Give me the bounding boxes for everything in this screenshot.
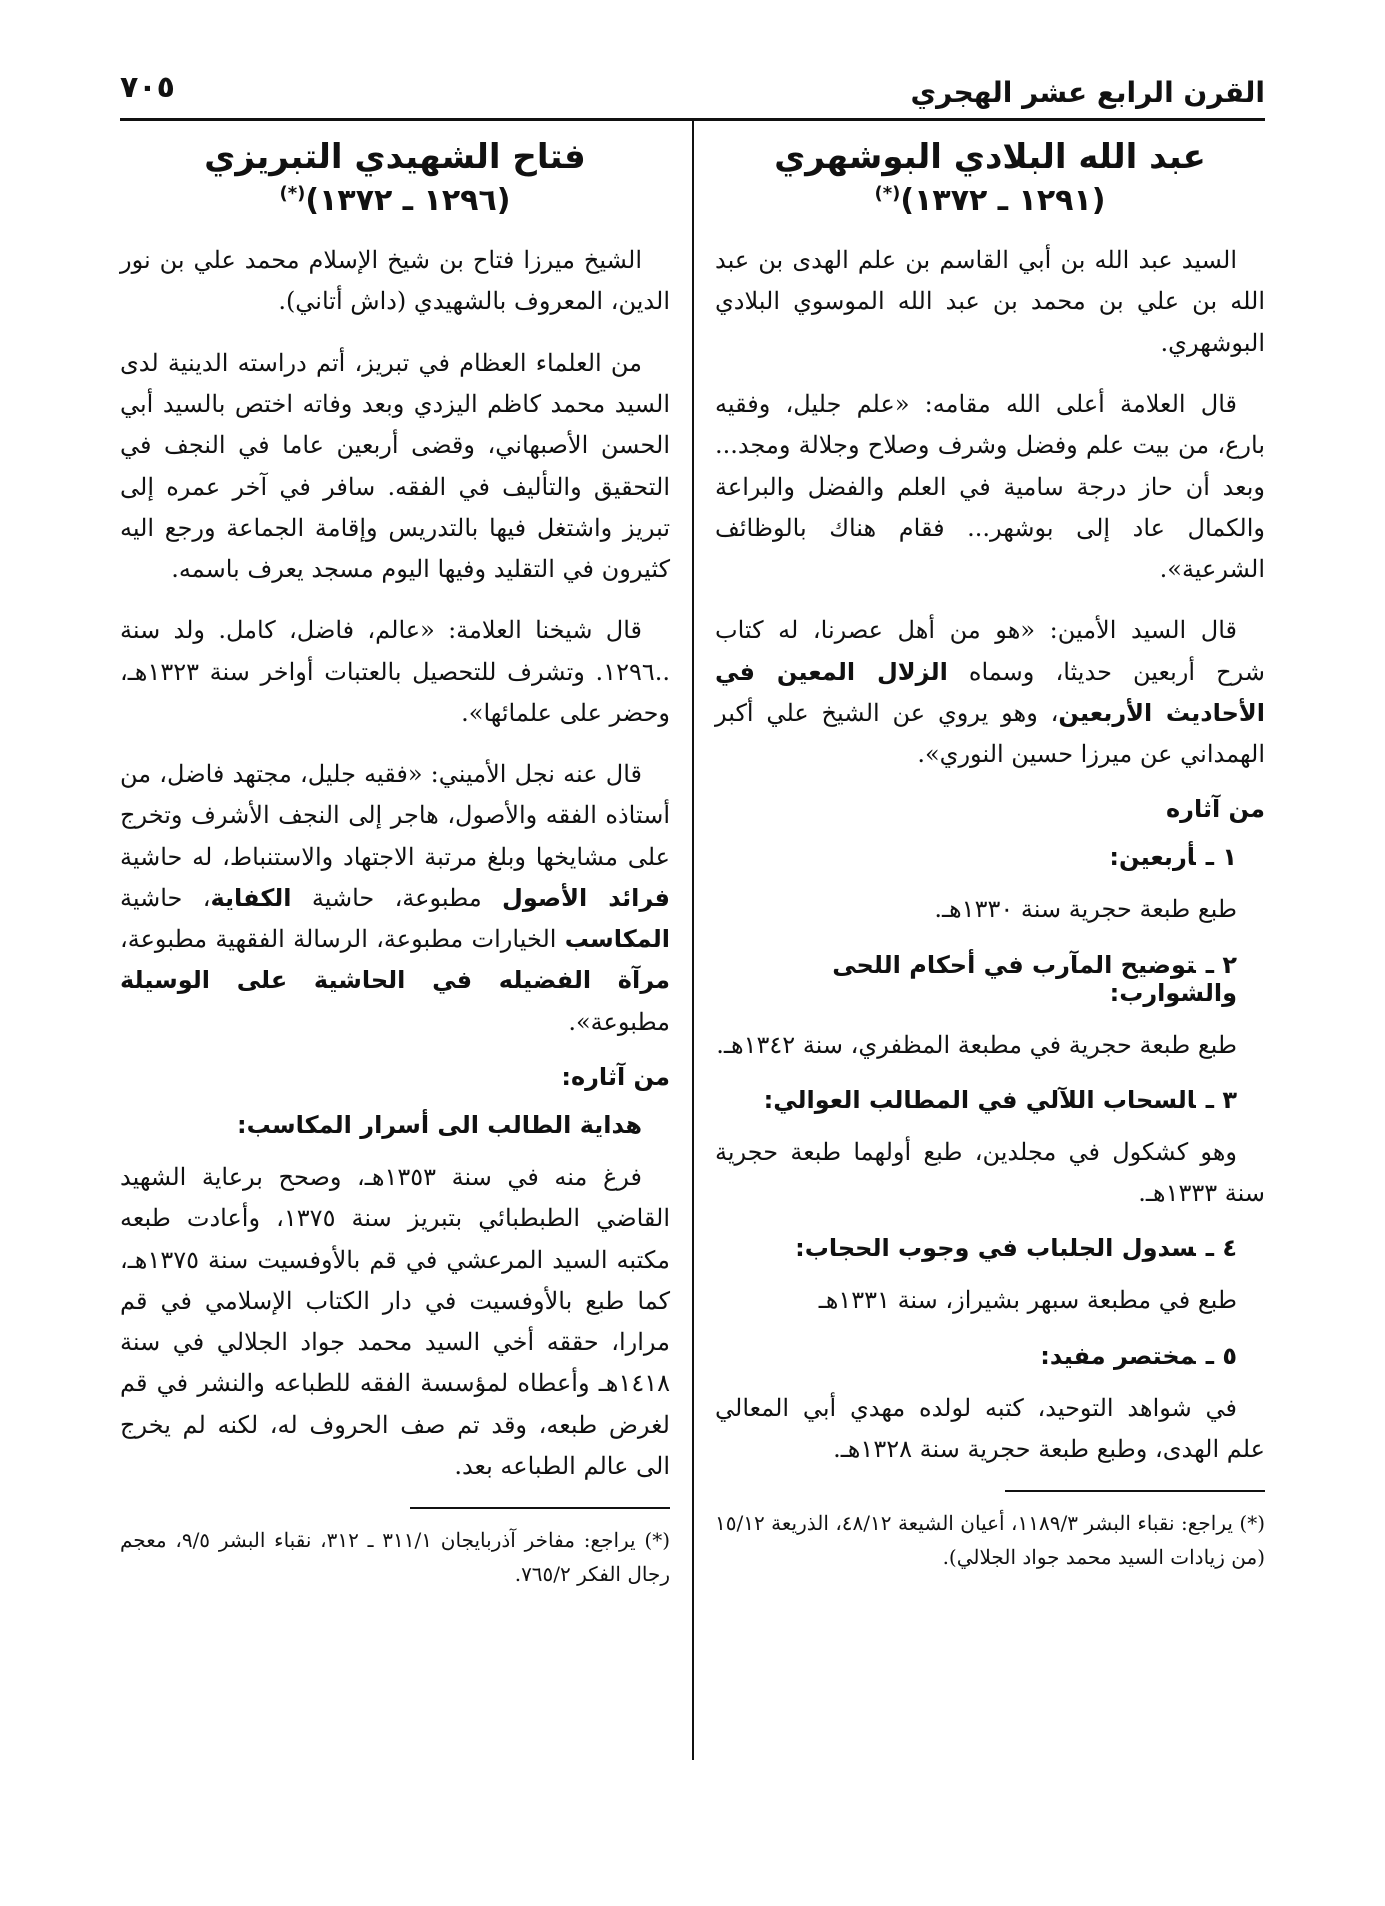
footnote: (*) يراجع: نقباء البشر ١١٨٩/٣، أعيان الشيعة ٤٨/١٢، الذريعة ١٥/١٢ (من زيادات السيد محمد جواد الجلالي). — [715, 1511, 1265, 1570]
footnote-rule — [1005, 1490, 1265, 1492]
entry-title: عبد الله البلادي البوشهري — [774, 137, 1206, 177]
work-description: طبع في مطبعة سبهر بشيراز، سنة ١٣٣١هـ — [818, 1286, 1237, 1315]
entry-dates-text: (١٢٩٦ ـ ١٣٧٢) — [305, 183, 511, 219]
work-description: في شواهد التوحيد، كتبه لولده مهدي أبي المعالي علم الهدى، وطبع طبعة حجرية سنة ١٣٢٨هـ. — [715, 1393, 1265, 1463]
column-divider — [692, 120, 694, 1760]
footnote: (*) يراجع: مفاخر آذربايجان ٣١١/١ ـ ٣١٢، نقباء البشر ٩/٥، معجم رجال الفكر ٧٦٥/٢. — [120, 1528, 670, 1587]
work-number: ٥ ـ — [1205, 1341, 1237, 1370]
paragraph: قال شيخنا العلامة: «عالم، فاضل، كامل. ولد سنة ..١٢٩٦. وتشرف للتحصيل بالعتبات أواخر سنة ١٣٢٣هـ، وحضر على علمائها». — [120, 616, 670, 727]
paragraph — [715, 610, 1265, 775]
text-span: قال عنه نجل الأميني: «فقيه جليل، مجتهد فاضل، من أستاذه الفقه والأصول، هاجر إلى النجف الأشرف وتخرج على مشايخها وبلغ مرتبة الاجتهاد والاستنباط، له حاشية — [120, 760, 670, 871]
book-title: المكاسب — [564, 925, 670, 954]
page-number: ٧٠٥ — [120, 70, 175, 105]
work-title — [715, 1234, 1237, 1262]
work-number: ١ ـ — [1205, 843, 1237, 872]
entry-title: فتاح الشهيدي التبريزي — [204, 137, 586, 177]
work-title — [715, 843, 1237, 871]
text-span: مطبوعة، حاشية — [291, 883, 503, 912]
text-span: الخيارات مطبوعة، الرسالة الفقهية مطبوعة، — [120, 925, 565, 954]
book-title: فرائد الأصول — [502, 883, 671, 912]
works-heading: من آثاره: — [561, 1062, 670, 1091]
text-span: قال السيد الأمين: «هو من أهل عصرنا، له كتاب شرح أربعين حديثا، وسماه — [715, 616, 1266, 686]
work-description: طبع طبعة حجرية في مطبعة المظفري، سنة ١٣٤٢هـ. — [716, 1030, 1237, 1059]
work-number: ٣ ـ — [1205, 1085, 1237, 1114]
works-list — [715, 843, 1265, 1470]
entry-dates — [120, 183, 670, 218]
work-title: هداية الطالب الى أسرار المكاسب: — [237, 1110, 642, 1139]
text-span: ، حاشية — [120, 883, 211, 912]
text-span: ، وهو يروي عن الشيخ علي أكبر الهمداني عن ميرزا حسين النوري». — [715, 698, 1265, 769]
running-title: القرن الرابع عشر الهجري — [910, 76, 1265, 109]
left-column — [120, 135, 670, 1591]
book-title: الكفاية — [210, 883, 292, 912]
page-header — [120, 70, 1265, 110]
book-title: مرآة الفضيله في الحاشية على الوسيلة — [120, 966, 670, 995]
work-title — [715, 1342, 1237, 1370]
work-number: ٢ ـ — [1205, 950, 1237, 979]
text-span: مطبوعة». — [568, 1007, 670, 1036]
paragraph: قال العلامة أعلى الله مقامه: «علم جليل، وفقيه بارع، من بيت علم وفضل وشرف وصلاح وجلالة ومجد... وبعد أن حاز درجة سامية في العلم والفضل والبراعة والكمال عاد إلى بوشهر... فقام هناك بالوظائف الشرعية». — [715, 389, 1265, 584]
work-number: ٤ ـ — [1205, 1234, 1237, 1263]
right-column — [715, 135, 1265, 1574]
work-name: توضيح المآرب في أحكام اللحى والشوارب: — [832, 950, 1237, 1007]
work-name: السحاب اللآلي في المطالب العوالي: — [763, 1085, 1196, 1114]
footnote-rule — [410, 1507, 670, 1509]
work-description: فرغ منه في سنة ١٣٥٣هـ، وصحح برعاية الشهيد القاضي الطبطبائي بتبريز سنة ١٣٧٥، وأعادت طبعه مكتبه السيد المرعشي في قم بالأوفسيت سنة ١٣٧٥هـ، كما طبع بالأوفسيت في دار الكتاب الإسلامي في قم مرارا، حققه أخي السيد محمد جواد الجلالي في سنة ١٤١٨هـ وأعطاه لمؤسسة الفقه للطباعه والنشر في قم لغرض طبعه، وقد تم صف الحروف له، لكنه لم يخرج الى عالم الطباعه بعد. — [120, 1162, 671, 1480]
paragraph: من العلماء العظام في تبريز، أتم دراسته الدينية لدى السيد محمد كاظم اليزدي وبعد وفاته اختص بالسيد أبي الحسن الأصبهاني، وقضى أربعين عاما في النجف في التحقيق والتأليف في الفقه. سافر في آخر عمره إلى تبريز واشتغل فيها بالتدريس وإقامة الجماعة ورجع اليه كثيرون في التقليد وفيها اليوم مسجد يعرف باسمه. — [120, 348, 670, 584]
paragraph: الشيخ ميرزا فتاح بن شيخ الإسلام محمد علي بن نور الدين، المعروف بالشهيدي (داش أتاني). — [120, 246, 670, 316]
work-description: وهو كشكول في مجلدين، طبع أولهما طبعة حجرية سنة ١٣٣٣هـ. — [715, 1137, 1265, 1208]
work-description: طبع طبعة حجرية سنة ١٣٣٠هـ. — [934, 895, 1237, 924]
work-name: أربعين: — [1109, 843, 1196, 872]
paragraph: السيد عبد الله بن أبي القاسم بن علم الهدى بن عبد الله بن علي بن محمد بن عبد الله الموسوي البلادي البوشهري. — [715, 246, 1265, 357]
works-heading: من آثاره — [1165, 795, 1265, 824]
entry-dates — [715, 183, 1265, 218]
paragraph — [120, 754, 670, 1043]
work-name: مختصر مفيد: — [1040, 1341, 1196, 1370]
work-title — [715, 1086, 1237, 1114]
work-title — [715, 951, 1237, 1007]
footnote-mark: (*) — [874, 183, 901, 205]
entry-dates-text: (١٢٩١ ـ ١٣٧٢) — [900, 183, 1106, 219]
footnote-mark: (*) — [279, 183, 306, 205]
book-title: الزلال المعين في الأحاديث الأربعين — [715, 657, 1265, 727]
work-name: سدول الجلباب في وجوب الحجاب: — [795, 1234, 1196, 1263]
